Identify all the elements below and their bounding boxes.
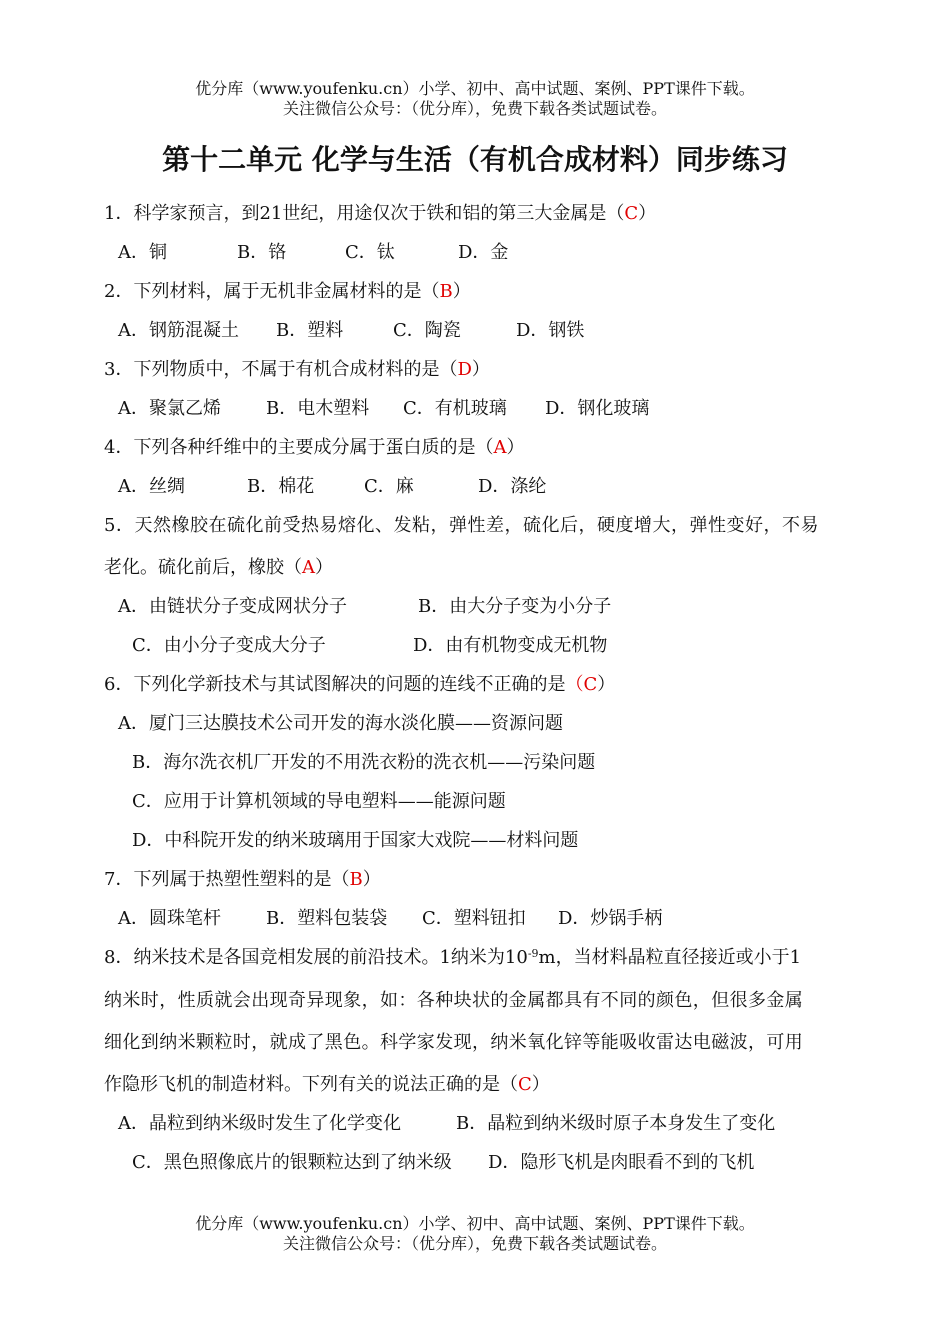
q8-option-c: C．黑色照像底片的银颗粒达到了纳米级 [132, 1152, 452, 1173]
q1-option-c: C．钛 [345, 242, 395, 263]
q5-option-b: B．由大分子变为小分子 [418, 596, 612, 617]
question-5-line-1: 5．天然橡胶在硫化前受热易熔化、发粘，弹性差，硫化后，硬度增大，弹性变好，不易 [104, 515, 819, 536]
answer-5: A [302, 557, 315, 578]
question-8-line-1: 8．纳米技术是各国竞相发展的前沿技术。1纳米为$10^{-9}m$，当材料晶粒直径接近或小于1 [104, 947, 802, 968]
q3-option-b: B．电木塑料 [266, 398, 370, 419]
q5-option-d: D．由有机物变成无机物 [413, 635, 608, 656]
q5-option-a: A．由链状分子变成网状分子 [118, 596, 347, 617]
q2-option-a: A．钢筋混凝土 [118, 320, 239, 341]
answer-6: C [583, 674, 598, 695]
q4-option-b: B．棉花 [247, 476, 315, 497]
footer-line-2: 关注微信公众号：（优分库），免费下载各类试题试卷。 [282, 1234, 667, 1253]
question-3: 3．下列物质中，不属于有机合成材料的是（D） [104, 359, 490, 380]
question-8-line-2: 纳米时，性质就会出现奇异现象，如：各种块状的金属都具有不同的颜色，但很多金属 [104, 990, 804, 1011]
q6-option-a: A．厦门三达膜技术公司开发的海水淡化膜——资源问题 [118, 713, 563, 734]
q7-option-b: B．塑料包装袋 [266, 908, 388, 929]
q8-option-b: B．晶粒到纳米级时原子本身发生了变化 [456, 1113, 776, 1134]
q1-option-a: A．铜 [118, 242, 167, 263]
question-8-line-3: 细化到纳米颗粒时，就成了黑色。科学家发现，纳米氧化锌等能吸收雷达电磁波，可用 [104, 1032, 804, 1053]
answer-8: C [518, 1074, 532, 1095]
q6-option-b: B．海尔洗衣机厂开发的不用洗衣粉的洗衣机——污染问题 [132, 752, 596, 773]
q6-option-d: D．中科院开发的纳米玻璃用于国家大戏院——材料问题 [132, 830, 579, 851]
q2-option-b: B．塑料 [276, 320, 344, 341]
q4-option-a: A．丝绸 [118, 476, 185, 497]
question-2: 2．下列材料，属于无机非金属材料的是（B） [104, 281, 471, 302]
page-title: 第十二单元 化学与生活（有机合成材料）同步练习 [162, 143, 788, 176]
q7-option-d: D．炒锅手柄 [558, 908, 663, 929]
footer-line-1: 优分库（www.youfenku.cn）小学、初中、高中试题、案例、PPT课件下载。 [195, 1214, 755, 1233]
q8-option-a: A．晶粒到纳米级时发生了化学变化 [118, 1113, 401, 1134]
answer-1: C [624, 203, 639, 224]
question-7: 7．下列属于热塑性塑料的是（B） [104, 869, 381, 890]
q2-option-d: D．钢铁 [516, 320, 585, 341]
q4-option-c: C．麻 [364, 476, 414, 497]
question-8-line-4: 作隐形飞机的制造材料。下列有关的说法正确的是（C） [104, 1074, 550, 1095]
q2-option-c: C．陶瓷 [393, 320, 461, 341]
question-1: 1．科学家预言，到21世纪，用途仅次于铁和铝的第三大金属是（C） [104, 203, 657, 224]
answer-4: A [493, 437, 507, 458]
header-line-2: 关注微信公众号：（优分库），免费下载各类试题试卷。 [282, 99, 667, 118]
answer-7: B [349, 869, 363, 890]
question-4: 4．下列各种纤维中的主要成分属于蛋白质的是（A） [104, 437, 525, 458]
question-5-line-2: 老化。硫化前后，橡胶（A） [104, 557, 333, 578]
q7-option-a: A．圆珠笔杆 [118, 908, 221, 929]
answer-2: B [439, 281, 453, 302]
question-6: 6．下列化学新技术与其试图解决的问题的连线不正确的是（C） [104, 674, 616, 695]
q6-option-c: C．应用于计算机领域的导电塑料——能源问题 [132, 791, 506, 812]
q3-option-c: C．有机玻璃 [403, 398, 507, 419]
q7-option-c: C．塑料钮扣 [422, 908, 526, 929]
q1-option-d: D．金 [458, 242, 509, 263]
q1-option-b: B．铬 [237, 242, 287, 263]
q3-option-a: A．聚氯乙烯 [118, 398, 221, 419]
q8-option-d: D．隐形飞机是肉眼看不到的飞机 [488, 1152, 755, 1173]
q5-option-c: C．由小分子变成大分子 [132, 635, 326, 656]
q4-option-d: D．涤纶 [478, 476, 547, 497]
answer-3: D [457, 359, 472, 380]
q3-option-d: D．钢化玻璃 [545, 398, 650, 419]
header-line-1: 优分库（www.youfenku.cn）小学、初中、高中试题、案例、PPT课件下载。 [195, 79, 755, 98]
